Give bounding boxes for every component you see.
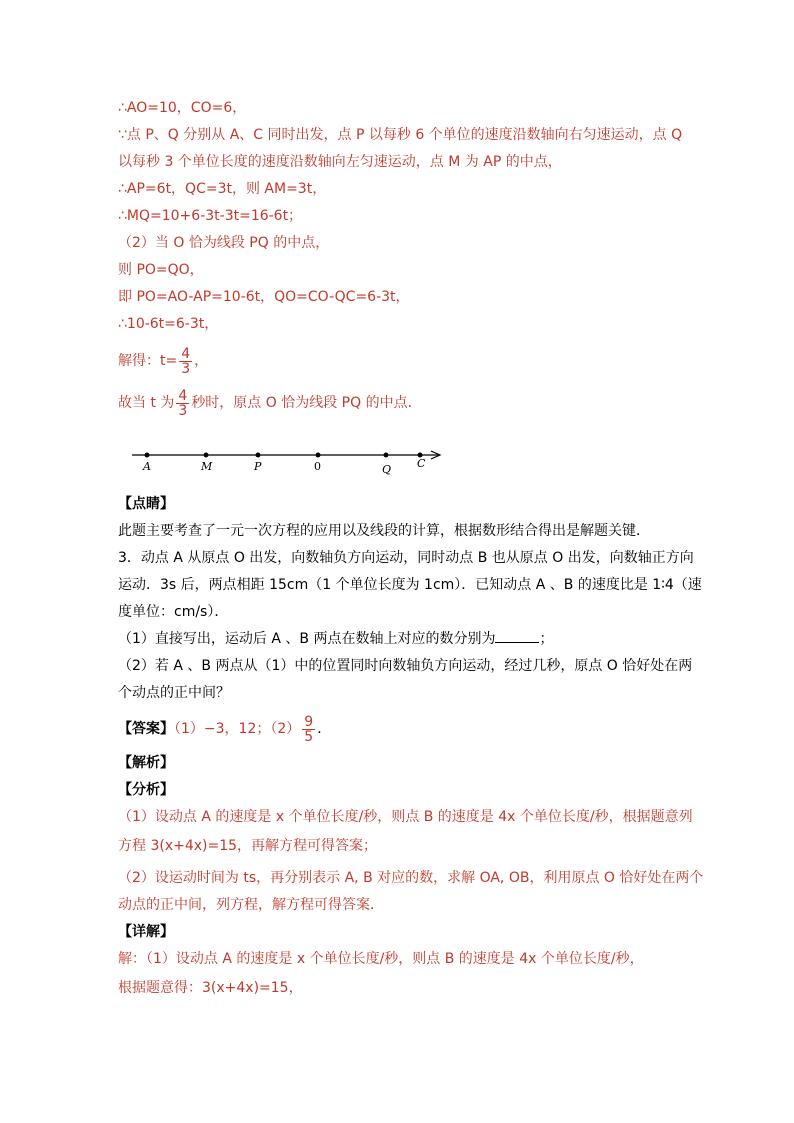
- point-o: [316, 453, 321, 458]
- solution-line: （2）当 O 恰为线段 PQ 的中点，: [118, 235, 330, 251]
- answer-blank: [495, 630, 539, 643]
- analysis-line: （2）设运动时间为 ts，再分别表示 A, B 对应的数，求解 OA, OB，利用原点 O 恰好处在两个: [118, 870, 704, 886]
- question-line: 3．动点 A 从原点 O 出发，向数轴负方向运动，同时动点 B 也从原点 O 出发，向数轴正方向: [118, 550, 694, 566]
- solution-line: 则 PO=QO，: [118, 262, 204, 278]
- solution-line: ∵点 P、Q 分别从 A、C 同时出发，点 P 以每秒 6 个单位的速度沿数轴向右匀速运动，点 Q: [118, 127, 683, 143]
- point-a: [145, 453, 150, 458]
- text: ；: [539, 631, 554, 647]
- fraction: [176, 389, 189, 418]
- solution-line-fraction: [118, 388, 422, 418]
- label-p: P: [254, 460, 262, 473]
- section-heading: 【解析】: [118, 755, 174, 771]
- text: 秒时，原点 O 恰为线段 PQ 的中点．: [191, 395, 422, 411]
- numerator: 4: [181, 345, 191, 362]
- answer-line: [118, 714, 331, 744]
- section-heading: 【详解】: [118, 924, 174, 940]
- point-q: [384, 453, 389, 458]
- label-q: Q: [382, 463, 392, 476]
- answer-text: （1）−3，12；（2）: [174, 721, 301, 737]
- fraction: [179, 347, 192, 376]
- question-line: （2）若 A 、B 两点从（1）中的位置同时向数轴负方向运动，经过几秒，原点 O 恰好处在两: [118, 658, 693, 674]
- detail-line: 根据题意得：3(x+4x)=15，: [118, 980, 303, 996]
- fraction: [302, 715, 315, 744]
- label-c: C: [417, 457, 426, 470]
- point-p: [256, 453, 261, 458]
- text: ，: [194, 353, 209, 369]
- denominator: 3: [178, 402, 188, 419]
- solution-line: 以每秒 3 个单位长度的速度沿数轴向左匀速运动，点 M 为 AP 的中点，: [118, 154, 562, 170]
- point-m: [204, 453, 209, 458]
- text: ．: [317, 721, 332, 737]
- detail-line: 解：（1）设动点 A 的速度是 x 个单位长度/秒，则点 B 的速度是 4x 个单位长度/秒，: [118, 951, 644, 967]
- question-line: 运动．3s 后，两点相距 15cm（1 个单位长度为 1cm）．已知动点 A 、B 的速度比是 1∶4（速: [118, 577, 702, 593]
- label-m: M: [201, 460, 213, 473]
- answer-label: 【答案】: [118, 721, 174, 737]
- label-a: A: [143, 460, 151, 473]
- section-heading: 【点睛】: [118, 496, 174, 512]
- solution-line: ∴MQ=10+6-3t-3t=16-6t；: [118, 208, 303, 224]
- solution-line: 即 PO=AO-AP=10-6t，QO=CO-QC=6-3t，: [118, 289, 410, 305]
- paragraph-line: 此题主要考查了一元一次方程的应用以及线段的计算，根据数形结合得出是解题关键．: [118, 523, 650, 539]
- numerator: 9: [304, 713, 314, 730]
- text: 解得：t=: [118, 353, 178, 369]
- text: （1）直接写出，运动后 A 、B 两点在数轴上对应的数分别为: [118, 631, 496, 647]
- question-line: 个动点的正中间？: [118, 685, 230, 701]
- solution-line: ∴AP=6t，QC=3t，则 AM=3t，: [118, 181, 327, 197]
- solution-line: ∴10-6t=6-3t，: [118, 316, 219, 332]
- solution-line: ∴AO=10，CO=6，: [118, 100, 247, 116]
- denominator: 5: [304, 728, 314, 745]
- denominator: 3: [181, 360, 191, 377]
- analysis-line: （1）设动点 A 的速度是 x 个单位长度/秒，则点 B 的速度是 4x 个单位长度/秒，根据题意列: [118, 809, 693, 825]
- question-line: 度单位：cm/s）．: [118, 604, 229, 620]
- solution-line-fraction: [118, 346, 208, 376]
- analysis-line: 方程 3(x+4x)=15，再解方程可得答案；: [118, 838, 378, 854]
- number-line-figure: [128, 440, 448, 480]
- analysis-line: 动点的正中间，列方程，解方程可得答案．: [118, 897, 384, 913]
- numerator: 4: [178, 387, 188, 404]
- text: 故当 t 为: [118, 395, 175, 411]
- question-line: [118, 629, 553, 649]
- label-o: 0: [314, 460, 321, 473]
- section-heading: 【分析】: [118, 782, 174, 798]
